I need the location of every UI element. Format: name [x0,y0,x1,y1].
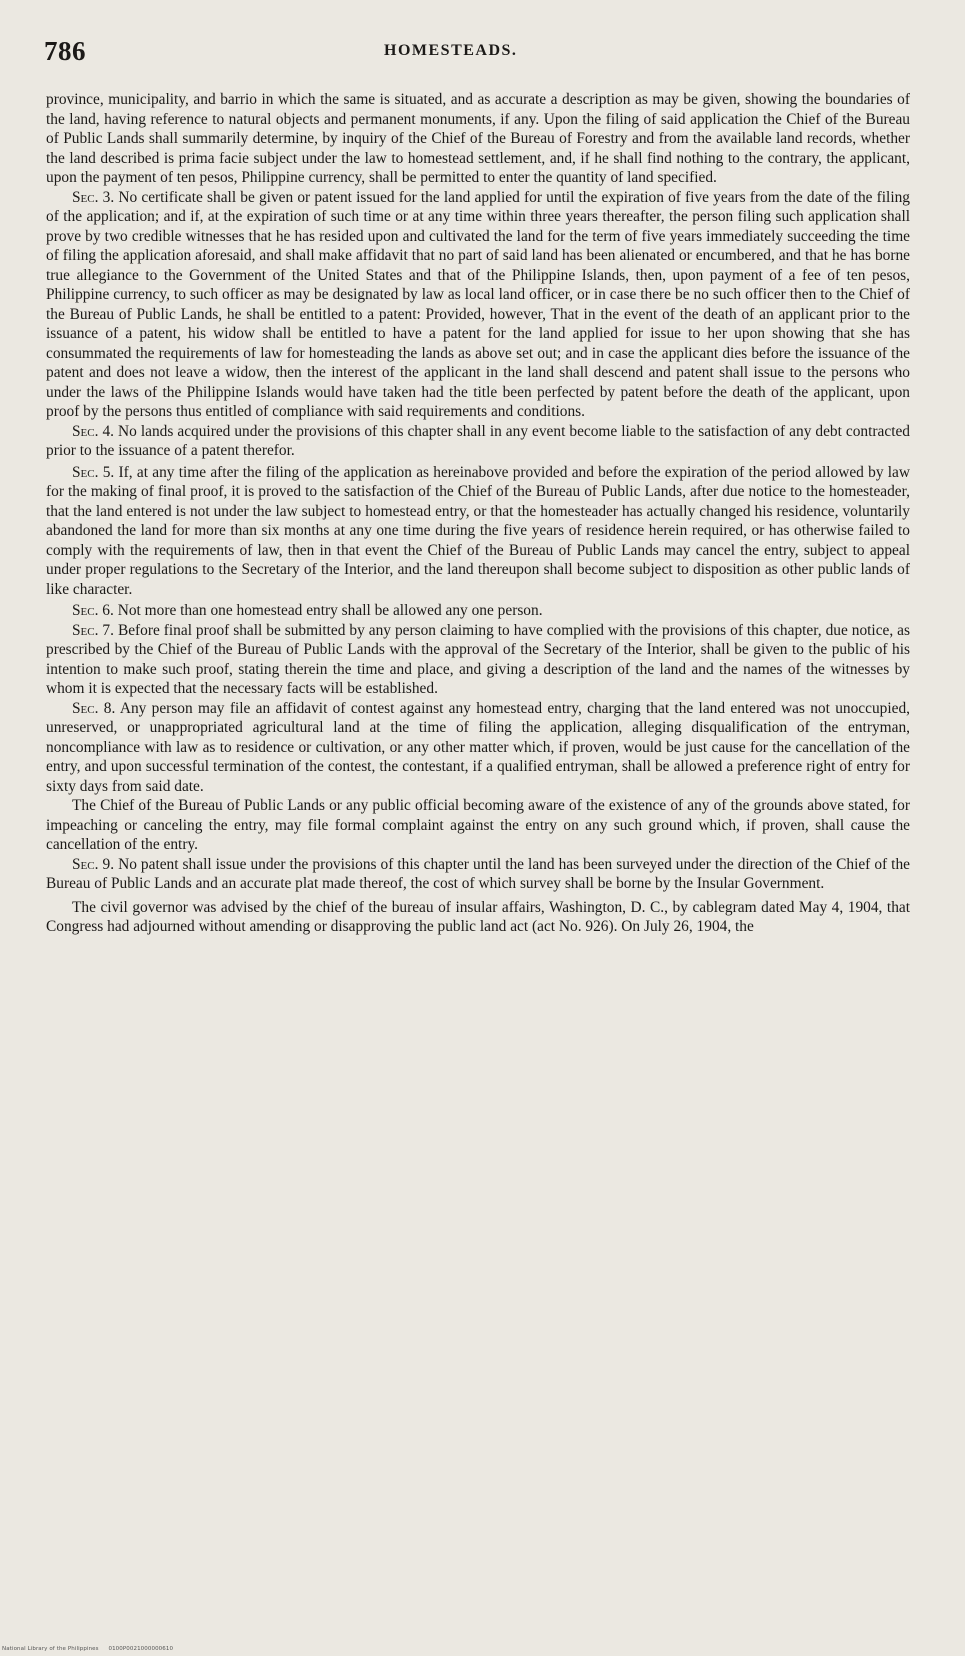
section-label: Sec. 3. [72,188,115,206]
paragraph-text: No lands acquired under the provisions of this chapter shall in any event become liable to the satisfaction of any debt contracted prior to the issuance of a patent therefor. [46,422,910,459]
section-3 [46,188,910,422]
body-text [46,90,910,937]
paragraph-text: No patent shall issue under the provisions of this chapter until the land has been surveyed under the direction of the Chief of the Bureau of Public Lands and an accurate plat made thereof, the cost of which survey shall be borne by the Insular Government. [46,855,910,892]
paragraph-text: No certificate shall be given or patent issued for the land applied for until the expiration of five years from the date of the filing of the application; and if, at the expiration of such time or at any time within three years thereafter, the person filing such application shall prove by two credible witnesses that he has resided upon and cultivated the land for the term of five years immediately succeeding the time of filing the application aforesaid, and shall make affidavit that no part of said land has been alienated or encumbered, and that he has borne true allegiance to the Government of the United States and that of the Philippine Islands, then, upon payment of a fee of ten pesos, Philippine currency, to such officer as may be designated by law as local land officer, or in case there be no such officer then to the Chief of the Bureau of Public Lands, he shall be entitled to a patent: Provided, however, That in the event of the death of an applicant prior to the issuance of a patent, his widow shall be entitled to have a patent for the land applied for issue to her upon showing that she has consummated the requirements of law for homesteading the lands as above set out; and in case the applicant dies before the issuance of the patent and does not leave a widow, then the interest of the applicant in the land shall descend and patent shall issue to the persons who under the laws of the Philippine Islands would have taken had the title been perfected by patent before the death of the applicant, upon proof by the persons thus entitled of compliance with said requirements and conditions. [46,188,910,420]
scan-footer [2,1646,181,1652]
section-4 [46,422,910,461]
paragraph-text: The Chief of the Bureau of Public Lands or any public official becoming aware of the existence of any of the grounds above stated, for impeaching or canceling the entry, may file formal complaint against the entry on any such ground which, if proven, shall cause the cancellation of the entry. [46,797,910,853]
footer-library: National Library of the Philippines [2,1646,99,1652]
section-5 [46,463,910,600]
section-6 [46,601,910,621]
paragraph-text: Any person may file an affidavit of contest against any homestead entry, charging that the land entered was not unoccupied, unreserved, or unappropriated agricultural land at the time of filing the application, alleging disqualification of the entryman, noncompliance with law as to residence or cultivation, or any other matter which, if proven, would be just cause for the cancellation of the entry, and upon successful termination of the contest, the contestant, if a qualified entryman, shall be allowed a preference right of entry for sixty days from said date. [46,699,911,795]
footer-code: 0100P0021000000610 [108,1646,174,1652]
paragraph-text: Not more than one homestead entry shall be allowed any one person. [117,602,543,619]
closing-paragraph [46,898,910,937]
section-9 [46,855,910,894]
section-8 [46,699,910,797]
page-header [44,36,904,70]
running-head: HOMESTEADS. [384,42,518,59]
section-label: Sec. 7. [72,621,114,639]
section-7 [46,621,910,699]
section-label: Sec. 8. [72,699,116,717]
section-label: Sec. 4. [72,422,115,440]
page-number: 786 [44,36,86,66]
paragraph-continuation [46,90,910,188]
paragraph-text: The civil governor was advised by the chief of the bureau of insular affairs, Washington, D. C., by cablegram dated May 4, 1904, that Congress had adjourned without amending or disapproving the public land act (act No. 926). On July 26, 1904, the [46,898,910,935]
section-label: Sec. 9. [72,855,115,873]
paragraph-text: Before final proof shall be submitted by any person claiming to have complied with the provisions of this chapter, due notice, as prescribed by the Chief of the Bureau of Public Lands with the approval of the Secretary of the Interior, shall be given to the public of his intention to make such proof, stating therein the time and place, and giving a description of the land and the names of the witnesses by whom it is expected that the necessary facts will be established. [46,621,910,697]
section-8-continued [46,796,910,855]
section-label: Sec. 5. [72,463,115,481]
paragraph-text: If, at any time after the filing of the application as hereinabove provided and before the expiration of the period allowed by law for the making of final proof, it is proved to the satisfaction of the Chief of the Bureau of Public Lands, after due notice to the homesteader, that the land entered is not under the law subject to homestead entry, or that the homesteader has actually changed his residence, voluntarily abandoned the land for more than six months at any one time during the five years of residence herein required, or has otherwise failed to comply with the requirements of law, then in that event the Chief of the Bureau of Public Lands may cancel the entry, subject to appeal under proper regulations to the Secretary of the Interior, and the land thereupon shall become subject to disposition as other public lands of like character. [46,463,910,598]
section-label: Sec. 6. [72,602,114,619]
paragraph-text: province, municipality, and barrio in which the same is situated, and as accurate a description as may be given, showing the boundaries of the land, having reference to natural objects and permanent monuments, if any. Upon the filing of said application the Chief of the Bureau of Public Lands shall summarily determine, by inquiry of the Chief of the Bureau of Forestry and from the available land records, whether the land described is prima facie subject under the law to homestead settlement, and, if he shall find nothing to the contrary, the applicant, upon the payment of ten pesos, Philippine currency, shall be permitted to enter the quantity of land specified. [46,91,910,186]
